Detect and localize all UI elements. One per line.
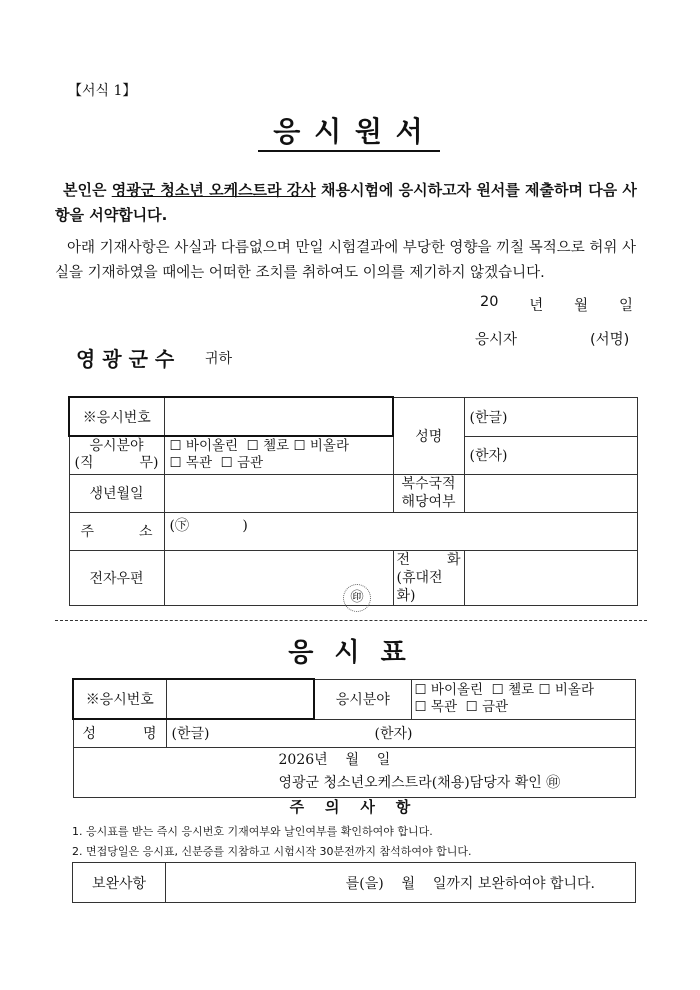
dual-nationality-field[interactable] [464,474,638,512]
notice-item: 1. 응시표를 받는 즉시 응시번호 기재여부와 날인여부를 확인하여야 합니다. [72,825,433,838]
ticket-name-label [73,719,166,747]
field-label [69,436,164,474]
name-a: 성 [82,726,97,743]
option-checkbox[interactable]: ☐ 금관 [465,699,509,715]
dual-l2: 해당여부 [401,494,456,510]
ticket-table [72,678,636,798]
option-brass: 금관 [237,455,264,472]
field-options [164,436,393,474]
option-checkbox[interactable]: ☐ 첼로 [246,438,290,455]
application-table [68,396,638,606]
dual-l1: 복수국적 [401,476,456,492]
signature-label: (서명) [590,332,630,348]
ticket-confirm: 영광군 청소년오케스트라(채용)담당자 확인 ㊞ [278,775,561,791]
field-label-l1: 응시분야 [89,438,144,455]
address-field[interactable]: (㊦ ) [164,512,638,550]
option-woodwind: 목관 [430,699,457,715]
option-violin: 바이올린 [430,682,484,698]
honorific: 귀하 [205,351,233,367]
supplement-table [72,862,636,903]
exam-no-label: ※응시번호 [69,397,164,436]
option-violin: 바이올린 [185,438,239,455]
name-hangul-field[interactable]: (한글) [464,397,638,436]
ticket-exam-no-label: ※응시번호 [73,679,166,719]
phone-b: 화 [446,551,461,568]
address-a: 주 [80,524,95,540]
supplement-label: 보완사항 [73,863,166,903]
birth-label: 생년월일 [69,474,164,512]
ticket-date: 2026년 월 일 [278,752,391,768]
pledge-prefix: 본인은 [63,181,112,199]
supplement-field[interactable]: 를(을) 월 일까지 보완하여야 합니다. [166,863,636,903]
phone-field[interactable] [464,550,638,605]
statement-paragraph: 아래 기재사항은 사실과 다름없으며 만일 시험결과에 부당한 영향을 끼칠 목적으로 허위 사실을 기재하였을 때에는 어떠한 조치를 취하여도 이의를 제기하지 않겠습니다. [55,240,636,281]
option-checkbox[interactable]: ☐ 목관 [414,699,457,715]
phone-label [393,550,464,605]
applicant-label: 응시자 [475,332,518,348]
form-label: 【서식 1】 [68,83,137,99]
option-checkbox[interactable]: ☐ 비올라 [538,682,594,698]
dual-nationality-label [393,474,464,512]
option-checkbox[interactable]: ☐ 목관 [169,455,212,472]
option-checkbox[interactable]: ☐ 첼로 [491,682,535,698]
address-b: 소 [138,524,153,540]
ticket-name-hanja: (한자) [374,726,413,743]
option-viola: 비올라 [309,438,349,455]
year-label: 년 [529,298,544,314]
ticket-confirmation [73,747,636,797]
day-label: 일 [618,298,633,314]
option-checkbox[interactable]: ☐ 바이올린 [169,438,239,455]
option-checkbox[interactable]: ☐ 바이올린 [414,682,484,698]
exam-no-field[interactable] [164,397,393,436]
ticket-name-hangul: (한글) [171,726,210,743]
option-cello: 첼로 [508,682,535,698]
option-brass: 금관 [482,699,509,715]
option-viola: 비올라 [554,682,594,698]
phone-l2: (휴대전화) [396,569,443,604]
pledge-paragraph [55,178,647,228]
option-checkbox[interactable]: ☐ 금관 [220,455,264,472]
name-label: 성명 [393,397,464,474]
address-label [69,512,164,550]
date-line [480,294,633,315]
seal-stamp: ㊞ [343,584,371,612]
ticket-field-options [411,679,636,719]
ticket-exam-no-field[interactable] [166,679,314,719]
field-label-l2b: 무) [139,455,159,472]
field-label-l2a: (직 [74,455,94,472]
month-label: 월 [574,298,589,314]
ticket-field-label: 응시분야 [314,679,411,719]
exam-name: 영광군 청소년 오케스트라 강사 [111,181,316,199]
birth-field[interactable] [164,474,393,512]
pledge-suffix: 채용시험에 응시하고자 원서를 제출하며 다음 사항을 서약합니다. [55,181,637,224]
year: 20 [480,294,499,310]
ticket-title: 응 시 표 [288,638,412,668]
page-title: 응 시 원 서 [258,110,440,152]
notice-title: 주 의 사 항 [289,798,411,816]
option-checkbox[interactable]: ☐ 비올라 [293,438,349,455]
name-b: 명 [142,726,157,743]
option-woodwind: 목관 [185,455,212,472]
ticket-name-field[interactable] [166,719,636,747]
option-cello: 첼로 [263,438,290,455]
cut-line [55,620,647,621]
addressee: 영 광 군 수 [76,347,175,371]
name-hanja-field[interactable]: (한자) [464,436,638,474]
email-label: 전자우편 [69,550,164,605]
phone-a: 전 [396,551,411,568]
notice-item: 2. 면접당일은 응시표, 신분증를 지참하고 시험시작 30분전까지 참석하여야 합니다. [72,845,472,858]
